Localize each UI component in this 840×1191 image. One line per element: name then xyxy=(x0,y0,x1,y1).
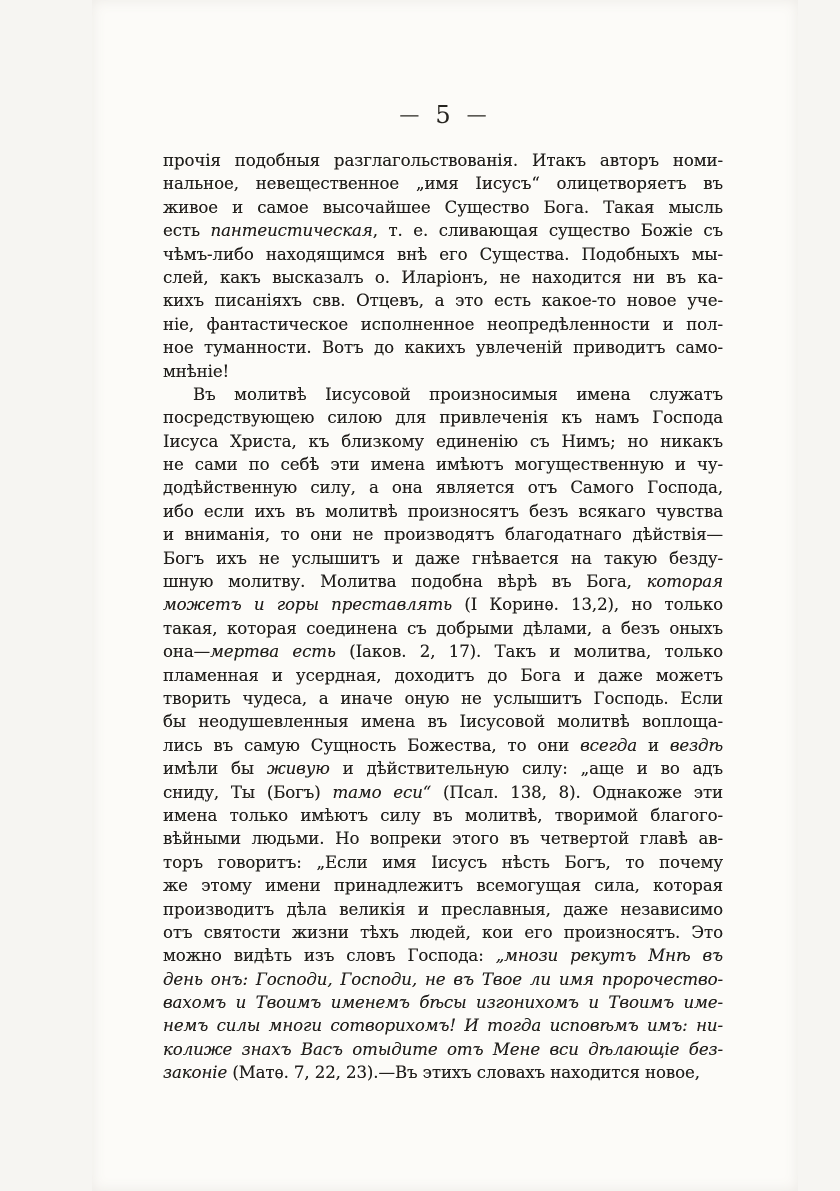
text-segment: , т. е. сливающая существо Божіе съ xyxy=(372,221,724,241)
text-segment: бы неодушевленныя имена въ Іисусовой молитвѣ воплоща- xyxy=(163,712,723,732)
text-segment: мнѣніе! xyxy=(163,361,230,381)
text-line xyxy=(163,500,723,523)
text-segment-italic: живую xyxy=(266,759,330,779)
text-segment: (Іаков. 2, 17). Такъ и молитва, только xyxy=(335,642,723,662)
text-line xyxy=(163,757,723,780)
header-dash-left: — xyxy=(399,102,420,126)
text-segment: творить чудеса, а иначе оную не услышитъ Господь. Если xyxy=(163,688,723,708)
text-segment: прочія подобныя разглагольствованія. Итакъ авторъ номи- xyxy=(163,151,723,170)
text-segment: она— xyxy=(163,642,211,662)
text-segment-italic: „мнози рекутъ Мнѣ въ xyxy=(495,946,724,966)
text-segment: и вниманія, то они не производятъ благодатнаго дѣйствія— xyxy=(163,525,723,545)
text-line xyxy=(163,547,723,570)
text-segment: посредствующею силою для привлеченія къ намъ Господа xyxy=(163,408,723,428)
text-segment: производитъ дѣла великія и преславныя, даже независимо xyxy=(163,899,723,919)
page-header xyxy=(163,101,723,129)
text-line xyxy=(163,921,723,944)
text-segment: такая, которая соединена съ добрыми дѣлами, а безъ оныхъ xyxy=(163,618,723,638)
text-line xyxy=(163,687,723,710)
text-segment-italic: тамо еси“ xyxy=(332,782,432,802)
text-line xyxy=(163,570,723,593)
text-line xyxy=(163,453,723,476)
text-line xyxy=(163,243,723,266)
text-segment: отъ святости жизни тѣхъ людей, кои его произносятъ. Это xyxy=(163,922,723,942)
page-number: 5 xyxy=(435,101,451,129)
text-line xyxy=(163,172,723,195)
text-line xyxy=(163,196,723,219)
text-segment-italic: мертва есть xyxy=(210,642,336,662)
text-line xyxy=(163,874,723,897)
text-segment-italic: вездѣ xyxy=(669,735,723,755)
text-segment: слей, какъ высказалъ о. Иларіонъ, не находится ни въ ка- xyxy=(163,267,723,287)
text-segment: (Матѳ. 7, 22, 23).—Въ этихъ словахъ находится новое, xyxy=(227,1063,700,1083)
text-segment: (Псал. 138, 8). Однакоже эти xyxy=(431,782,723,802)
text-block xyxy=(163,149,723,1085)
text-line xyxy=(163,781,723,804)
text-segment: ніе, фантастическое исполненное неопредѣленности и пол- xyxy=(163,314,723,334)
text-line xyxy=(163,827,723,850)
text-line xyxy=(163,1014,723,1037)
text-segment: кихъ писаніяхъ свв. Отцевъ, а это есть какое-то новое уче- xyxy=(163,291,723,311)
text-line xyxy=(163,898,723,921)
text-segment-italic: всегда xyxy=(580,735,638,755)
text-segment: вѣйными людьми. Но вопреки этого въ четвертой главѣ ав- xyxy=(163,829,723,849)
text-segment-italic: законіе xyxy=(163,1063,228,1083)
text-segment: ибо если ихъ въ молитвѣ произносятъ безъ всякаго чувства xyxy=(163,501,723,521)
text-line xyxy=(163,851,723,874)
text-line xyxy=(163,1061,723,1084)
text-line xyxy=(163,804,723,827)
text-line xyxy=(163,710,723,733)
text-line xyxy=(163,219,723,242)
text-line xyxy=(163,289,723,312)
text-line xyxy=(163,383,723,406)
text-line xyxy=(163,944,723,967)
text-line xyxy=(163,640,723,663)
text-line xyxy=(163,664,723,687)
text-line xyxy=(163,313,723,336)
text-line xyxy=(163,149,723,172)
text-segment: Богъ ихъ не услышитъ и даже гнѣвается на такую безду- xyxy=(163,548,723,568)
text-segment: додѣйственную силу, а она является отъ Самого Господа, xyxy=(163,478,723,498)
text-segment: нальное, невещественное „имя Іисусъ“ олицетворяетъ въ xyxy=(163,174,723,194)
text-segment: имѣли бы xyxy=(163,759,267,779)
text-segment: чѣмъ-либо находящимся внѣ его Существа. Подобныхъ мы- xyxy=(163,244,723,264)
text-line xyxy=(163,991,723,1014)
text-segment: сниду, Ты (Богъ) xyxy=(163,782,333,802)
text-segment-italic: которая xyxy=(646,572,723,592)
text-segment: и дѣйствительную силу: „аще и во адъ xyxy=(329,759,723,779)
text-line xyxy=(163,734,723,757)
text-segment-italic: немъ силы многи сотворихомъ! И тогда исповѣмъ имъ: ни- xyxy=(163,1016,723,1036)
text-segment-italic: день онъ: Господи, Господи, не въ Твое ли имя пророчество- xyxy=(163,969,723,989)
text-segment: (І Коринѳ. 13,2), но только xyxy=(452,595,723,615)
text-line xyxy=(163,406,723,429)
text-line xyxy=(163,968,723,991)
text-segment: же этому имени принадлежитъ всемогущая сила, которая xyxy=(163,876,723,896)
text-line xyxy=(163,476,723,499)
text-segment: можно видѣть изъ словъ Господа: xyxy=(163,946,496,966)
text-segment: есть xyxy=(163,221,211,241)
text-segment-italic: можетъ и горы преставлять xyxy=(163,595,453,615)
text-line xyxy=(163,430,723,453)
text-segment: живое и самое высочайшее Существо Бога. Такая мысль xyxy=(163,197,723,217)
text-segment-italic: вахомъ и Твоимъ именемъ бѣсы изгонихомъ и Твоимъ име- xyxy=(163,993,723,1013)
text-segment: имена только имѣютъ силу въ молитвѣ, творимой благого- xyxy=(163,805,723,825)
text-segment: и xyxy=(637,735,670,755)
text-segment: Іисуса Христа, къ близкому единенію съ Нимъ; но никакъ xyxy=(163,431,723,451)
text-line xyxy=(163,266,723,289)
text-line xyxy=(163,617,723,640)
text-segment: шную молитву. Молитва подобна вѣрѣ въ Бога, xyxy=(163,572,647,592)
text-segment: не сами по себѣ эти имена имѣютъ могущественную и чу- xyxy=(163,455,723,475)
text-segment: ное туманности. Вотъ до какихъ увлеченій приводитъ само- xyxy=(163,338,723,358)
text-line xyxy=(163,1038,723,1061)
text-segment-italic: колиже знахъ Васъ отыдите отъ Мене вси дѣлающіе без- xyxy=(163,1039,723,1059)
header-dash-right: — xyxy=(466,102,487,126)
text-segment-italic: пантеистическая xyxy=(210,221,373,241)
text-segment: лись въ самую Сущность Божества, то они xyxy=(163,735,581,755)
text-line xyxy=(163,593,723,616)
text-line xyxy=(163,523,723,546)
text-segment: пламенная и усердная, доходитъ до Бога и даже можетъ xyxy=(163,665,723,685)
text-line xyxy=(163,336,723,359)
text-segment: торъ говоритъ: „Если имя Іисусъ нѣсть Богъ, то почему xyxy=(163,852,723,872)
text-line xyxy=(163,360,723,383)
text-segment: Въ молитвѣ Іисусовой произносимыя имена служатъ xyxy=(193,384,723,404)
